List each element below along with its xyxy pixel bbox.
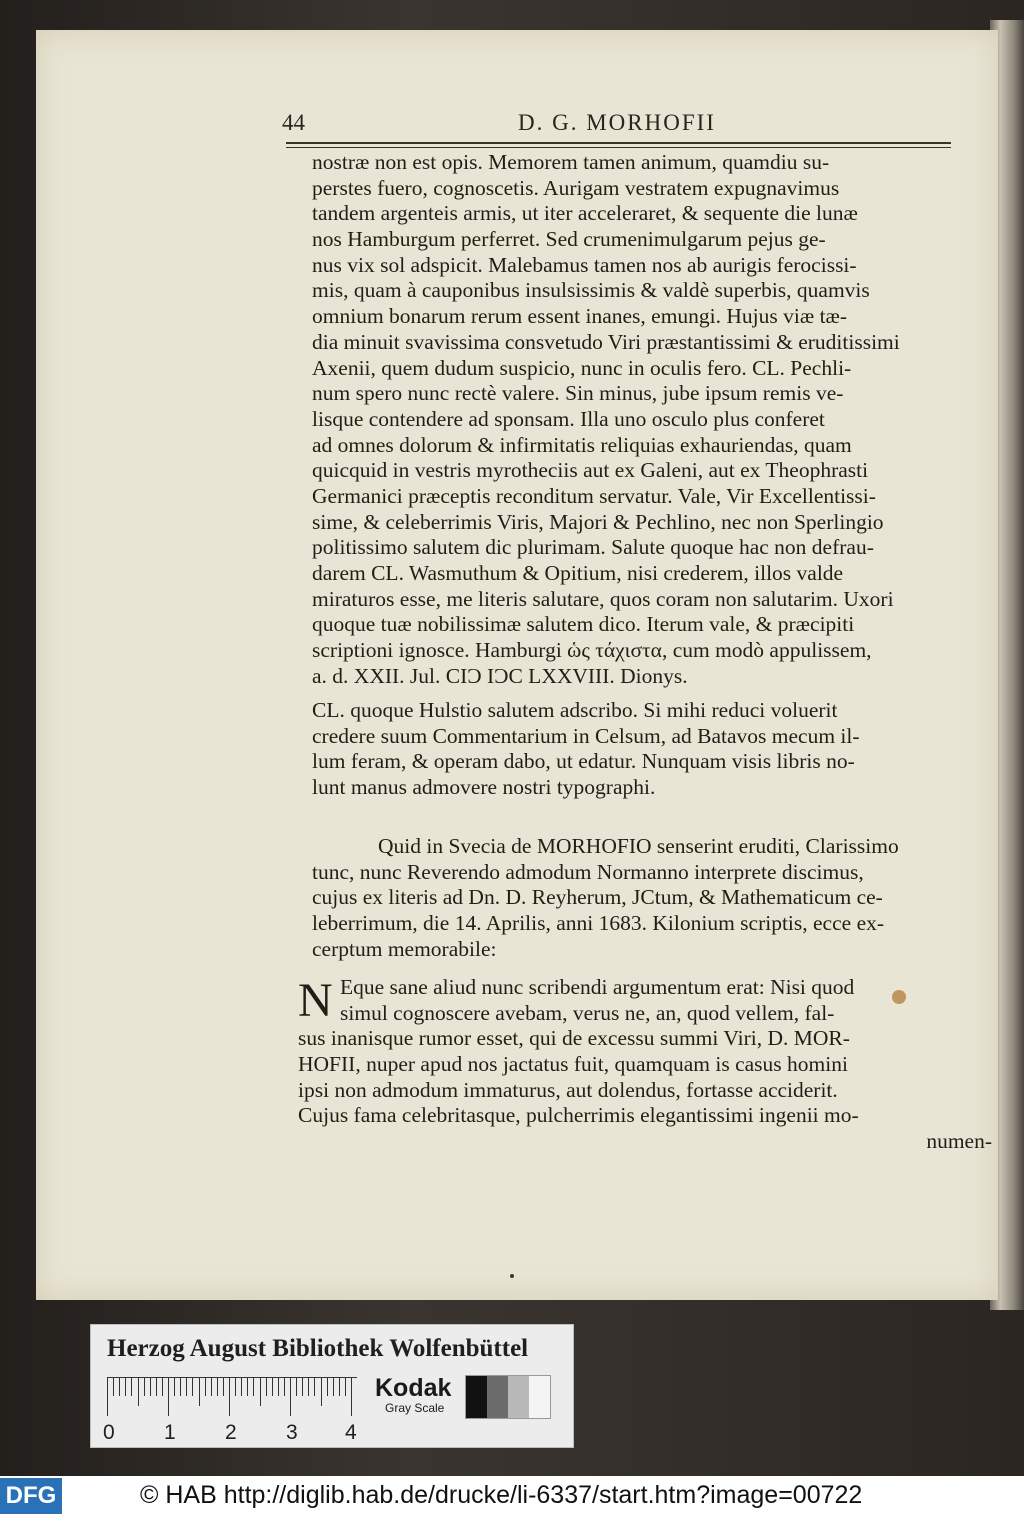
text-line: darem CL. Wasmuthum & Opitium, nisi crederem, illos valde (312, 561, 844, 585)
running-head (282, 108, 962, 144)
ruler-tick (192, 1378, 193, 1396)
ruler-tick (174, 1378, 175, 1396)
ruler-tick (345, 1378, 346, 1396)
ruler-number: 2 (225, 1421, 237, 1444)
running-head-title: D. G. MORHOFII (518, 110, 716, 135)
commentary-paragraph (312, 834, 992, 962)
text-line: nos Hamburgum perferret. Sed crumenimulgarum pejus ge- (312, 227, 826, 252)
ruler-tick (272, 1378, 273, 1396)
color-card (90, 1324, 574, 1448)
text-line: miraturos esse, me literis salutare, quos coram non salutarim. Uxori (312, 586, 894, 611)
text-line: leberrimum, die 14. Aprilis, anni 1683. Kilonium scriptis, ecce ex- (312, 911, 885, 936)
text-line: dia minuit svavissima consvetudo Viri præstantissimi & eruditissimi (312, 329, 900, 354)
text-line: nus vix sol adspicit. Malebamus tamen nos ab aurigis ferocissi- (312, 252, 857, 277)
gray-patch (466, 1376, 487, 1418)
book-page (36, 30, 998, 1300)
ruler-tick (217, 1378, 218, 1396)
ruler-tick (138, 1378, 139, 1406)
drop-cap: N (298, 974, 333, 1027)
ruler-number: 4 (345, 1421, 357, 1444)
text-line: nostræ non est opis. Memorem tamen animum, quamdiu su- (312, 150, 830, 174)
kodak-label (375, 1375, 451, 1415)
ruler-number: 0 (103, 1421, 115, 1444)
ruler-tick (223, 1378, 224, 1396)
ruler-tick (241, 1378, 242, 1396)
text-line: perstes fuero, cognoscetis. Aurigam vestratem expugnavimus (312, 175, 840, 200)
text-line: HOFII, nuper apud nos jactatus fuit, quamquam is casus homini (298, 1052, 848, 1077)
ruler-number: 1 (164, 1421, 176, 1444)
text-line: Cujus fama celebritasque, pulcherrimis elegantissimi ingenii mo- (298, 1103, 859, 1128)
text-line: Axenii, quem dudum suspicio, nunc in oculis fero. CL. Pechli- (312, 355, 852, 380)
ruler-tick (327, 1378, 328, 1396)
ruler-tick (308, 1378, 309, 1396)
text-line: cerptum memorabile: (312, 936, 497, 961)
letter-text (312, 150, 992, 689)
ruler-tick (351, 1378, 352, 1416)
ruler-tick (186, 1378, 187, 1396)
ruler-tick (107, 1378, 108, 1416)
ruler-tick (150, 1378, 151, 1396)
gray-patch (529, 1376, 550, 1418)
ruler-tick (125, 1378, 126, 1396)
text-line: Quid in Svecia de MORHOFIO senserint eruditi, Clarissimo (378, 834, 899, 858)
text-line: politissimo salutem dic plurimam. Salute quoque hac non defrau- (312, 535, 874, 560)
text-line: sime, & celeberrimis Viris, Majori & Pechlino, nec non Sperlingio (312, 509, 884, 534)
ruler-number: 3 (286, 1421, 298, 1444)
text-line: lunt manus admovere nostri typographi. (312, 775, 656, 800)
ruler-tick (211, 1378, 212, 1396)
ruler (107, 1377, 357, 1418)
ruler-tick (156, 1378, 157, 1396)
text-line: sus inanisque rumor esset, qui de excessu summi Viri, D. MOR- (298, 1026, 850, 1051)
text-line: lum feram, & operam dabo, ut edatur. Nunquam visis libris no- (312, 749, 855, 774)
text-line: Germanici præceptis reconditum servatur. Vale, Vir Excellentissi- (312, 483, 876, 508)
head-rule (286, 142, 951, 148)
text-line: quicquid in vestris myrotheciis aut ex Galeni, aut ex Theophrasti (312, 458, 869, 483)
text-line: Eque sane aliud nunc scribendi argumentum erat: Nisi quod (340, 975, 855, 999)
ruler-tick (302, 1378, 303, 1396)
ruler-tick (284, 1378, 285, 1396)
gray-patch (508, 1376, 529, 1418)
ruler-tick (131, 1378, 132, 1396)
text-line: scriptioni ignosce. Hamburgi ὡς τάχιστα, cum modò appulissem, (312, 638, 872, 663)
text-line: omnium bonarum rerum essent inanes, emungi. Hujus viæ tæ- (312, 304, 848, 329)
ruler-tick (321, 1378, 322, 1406)
ruler-tick (290, 1378, 291, 1416)
copyright-link[interactable]: © HAB http://diglib.hab.de/drucke/li-6337/start.htm?image=00722 (140, 1481, 863, 1509)
quoted-letter (298, 975, 992, 1155)
page-number: 44 (282, 110, 305, 135)
text-line: ipsi non admodum immaturus, aut dolendus, fortasse acciderit. (298, 1077, 838, 1102)
text-line: CL. quoque Hulstio salutem adscribo. Si mihi reduci voluerit (312, 698, 838, 722)
text-line: quoque tuæ nobilissimæ salutem dico. Iterum vale, & præcipiti (312, 612, 855, 637)
ruler-tick (229, 1378, 230, 1416)
ruler-tick (266, 1378, 267, 1396)
ruler-tick (260, 1378, 261, 1406)
dfg-logo[interactable]: DFG (0, 1478, 62, 1514)
kodak-sub: Gray Scale (385, 1401, 445, 1415)
text-line: tunc, nunc Reverendo admodum Normanno interprete discimus, (312, 859, 864, 884)
text-line: lisque contendere ad sponsam. Illa uno osculo plus conferet (312, 406, 825, 431)
ruler-tick (180, 1378, 181, 1396)
ruler-tick (333, 1378, 334, 1396)
text-line: cujus ex literis ad Dn. D. Reyherum, JCtum, & Mathematicum ce- (312, 885, 883, 910)
text-line: a. d. XXII. Jul. CIƆ IƆC LXXVIII. Dionys. (312, 663, 688, 688)
ruler-tick (205, 1378, 206, 1396)
ruler-tick (235, 1378, 236, 1396)
text-line: num spero nunc rectè valere. Sin minus, jube ipsum remis ve- (312, 381, 844, 406)
text-line: mis, quam à cauponibus insulsissimis & valdè superbis, quamvis (312, 278, 870, 303)
text-line: tandem argenteis armis, ut iter acceleraret, & sequente die lunæ (312, 201, 858, 226)
ruler-tick (247, 1378, 248, 1396)
ruler-tick (119, 1378, 120, 1396)
ruler-tick (253, 1378, 254, 1396)
catchword: numen- (926, 1129, 992, 1154)
kodak-brand: Kodak (375, 1374, 452, 1402)
ruler-tick (144, 1378, 145, 1396)
footer-bar (0, 1476, 1024, 1516)
text-line: credere suum Commentarium in Celsum, ad Batavos mecum il- (312, 723, 860, 748)
ruler-tick (314, 1378, 315, 1396)
ruler-tick (168, 1378, 169, 1416)
paper-stain (892, 990, 906, 1004)
ruler-tick (199, 1378, 200, 1406)
gray-scale-patches (465, 1375, 551, 1419)
card-title: Herzog August Bibliothek Wolfenbüttel (107, 1335, 529, 1362)
ruler-tick (162, 1378, 163, 1396)
ruler-tick (339, 1378, 340, 1396)
gray-patch (487, 1376, 508, 1418)
ruler-tick (278, 1378, 279, 1396)
ruler-tick (113, 1378, 114, 1396)
ruler-tick (296, 1378, 297, 1396)
page-mark (510, 1274, 514, 1278)
postscript-text (312, 698, 992, 801)
text-line: simul cognoscere avebam, verus ne, an, quod vellem, fal- (340, 1000, 835, 1025)
text-line: ad omnes dolorum & infirmitatis reliquias exhauriendas, quam (312, 432, 852, 457)
